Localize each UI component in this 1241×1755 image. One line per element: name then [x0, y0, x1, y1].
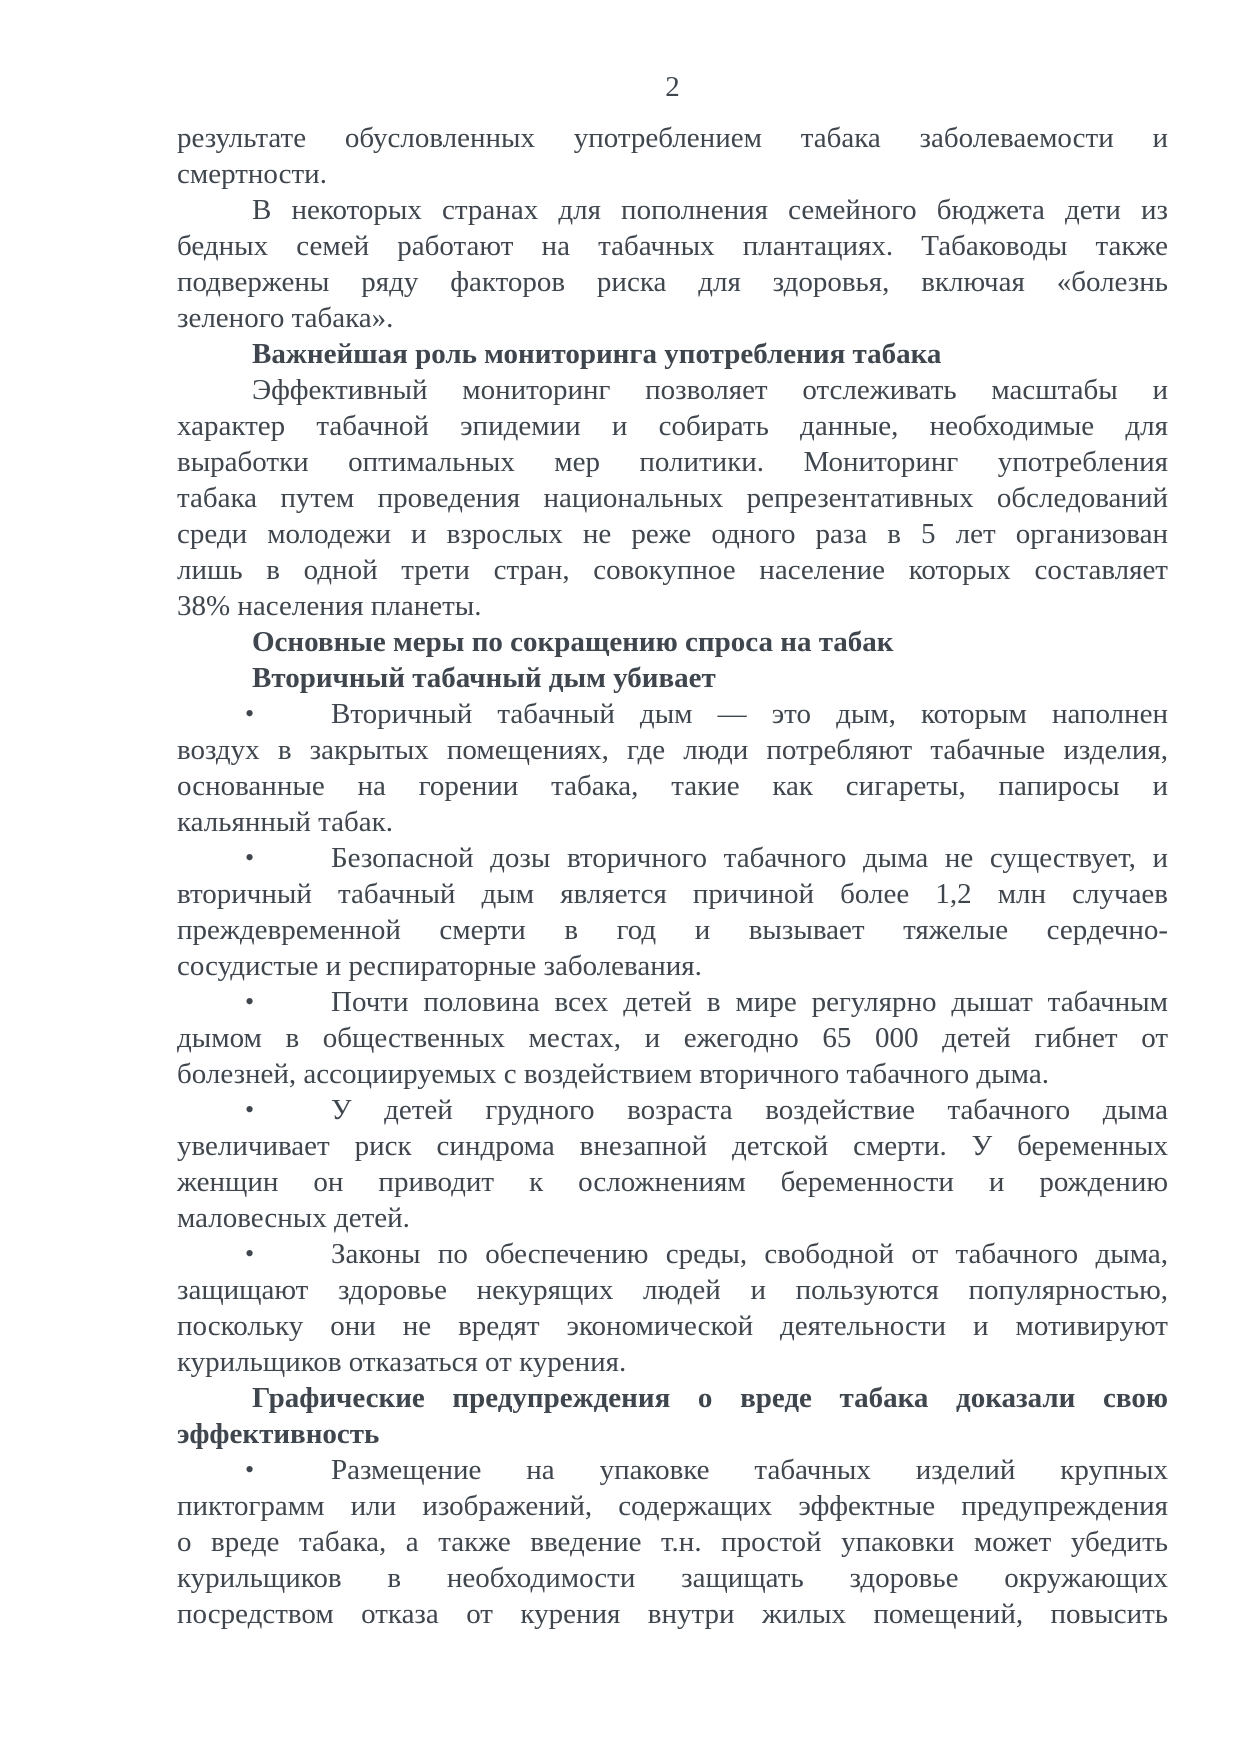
text-line: В некоторых странах для пополнения семейного бюджета дети из [252, 194, 1168, 226]
paragraph [177, 372, 1168, 624]
text-line: бедных семей работают на табачных плантациях. Табаководы также [177, 230, 1168, 262]
bullet-item [177, 1236, 1168, 1380]
section-heading [177, 660, 1168, 696]
bullet-text: Почти половина всех детей в мире регулярно дышат табачным [331, 986, 1168, 1018]
text-line: лишь в одной трети стран, совокупное население которых составляет [177, 554, 1168, 586]
bullet-text: Вторичный табачный дым — это дым, которым наполнен [331, 698, 1168, 730]
text-line: преждевременной смерти в год и вызывает тяжелые сердечно- [177, 914, 1168, 946]
bullet-icon: • [245, 1455, 255, 1484]
text-line: Основные меры по сокращению спроса на табак [252, 626, 894, 658]
text-line: маловесных детей. [177, 1202, 410, 1234]
bullet-item [177, 1452, 1168, 1632]
text-line: курильщиков отказаться от курения. [177, 1346, 627, 1378]
text-line [177, 1092, 1168, 1128]
text-line [177, 1452, 1168, 1488]
bullet-icon: • [245, 699, 255, 728]
bullet-icon: • [245, 987, 255, 1016]
text-line: воздух в закрытых помещениях, где люди потребляют табачные изделия, [177, 734, 1168, 766]
text-line: основанные на горении табака, такие как сигареты, папиросы и [177, 770, 1168, 802]
section-heading [177, 1380, 1168, 1452]
bullet-item [177, 1092, 1168, 1236]
bullet-text: Законы по обеспечению среды, свободной от табачного дыма, [331, 1238, 1168, 1270]
bullet-icon: • [245, 1239, 255, 1268]
bullet-item [177, 696, 1168, 840]
text-line [177, 696, 1168, 732]
text-line: 38% населения планеты. [177, 590, 482, 622]
text-line: характер табачной эпидемии и собирать данные, необходимые для [177, 410, 1168, 442]
bullet-text: Размещение на упаковке табачных изделий крупных [331, 1454, 1168, 1486]
text-line: Эффективный мониторинг позволяет отслеживать масштабы и [252, 374, 1168, 406]
section-heading [177, 336, 1168, 372]
text-line: среди молодежи и взрослых не реже одного раза в 5 лет организован [177, 518, 1168, 550]
text-line: эффективность [177, 1418, 380, 1450]
text-line: Важнейшая роль мониторинга употребления табака [252, 338, 942, 370]
text-line: смертности. [177, 158, 327, 190]
bullet-item [177, 984, 1168, 1092]
text-line: кальянный табак. [177, 806, 393, 838]
bullet-item [177, 840, 1168, 984]
page-number: 2 [665, 71, 680, 103]
bullet-text: Безопасной дозы вторичного табачного дыма не существует, и [331, 842, 1168, 874]
paragraph [177, 192, 1168, 336]
text-line: увеличивает риск синдрома внезапной детской смерти. У беременных [177, 1130, 1168, 1162]
bullet-icon: • [245, 1095, 255, 1124]
text-line: сосудистые и респираторные заболевания. [177, 950, 702, 982]
text-line: вторичный табачный дым является причиной более 1,2 млн случаев [177, 878, 1168, 910]
bullet-text: У детей грудного возраста воздействие табачного дыма [331, 1094, 1168, 1126]
text-line: результате обусловленных употреблением табака заболеваемости и [177, 122, 1168, 154]
text-line: Вторичный табачный дым убивает [252, 662, 716, 694]
text-line: о вреде табака, а также введение т.н. простой упаковки может убедить [177, 1526, 1168, 1558]
text-line [177, 1236, 1168, 1272]
bullet-icon: • [245, 843, 255, 872]
text-line [177, 984, 1168, 1020]
text-line: женщин он приводит к осложнениям беременности и рождению [177, 1166, 1168, 1198]
text-line: защищают здоровье некурящих людей и пользуются популярностью, [177, 1274, 1168, 1306]
document-content [177, 120, 1168, 1632]
text-line: пиктограмм или изображений, содержащих эффектные предупреждения [177, 1490, 1168, 1522]
text-line: табака путем проведения национальных репрезентативных обследований [177, 482, 1168, 514]
paragraph [177, 120, 1168, 192]
text-line: Графические предупреждения о вреде табака доказали свою [252, 1382, 1168, 1414]
section-heading [177, 624, 1168, 660]
text-line: курильщиков в необходимости защищать здоровье окружающих [177, 1562, 1168, 1594]
text-line: дымом в общественных местах, и ежегодно 65 000 детей гибнет от [177, 1022, 1168, 1054]
text-line [177, 840, 1168, 876]
text-line: зеленого табака». [177, 302, 394, 334]
text-line: болезней, ассоциируемых с воздействием вторичного табачного дыма. [177, 1058, 1049, 1090]
text-line: выработки оптимальных мер политики. Мониторинг употребления [177, 446, 1168, 478]
text-line: поскольку они не вредят экономической деятельности и мотивируют [177, 1310, 1168, 1342]
text-line: посредством отказа от курения внутри жилых помещений, повысить [177, 1598, 1168, 1630]
text-line: подвержены ряду факторов риска для здоровья, включая «болезнь [177, 266, 1168, 298]
